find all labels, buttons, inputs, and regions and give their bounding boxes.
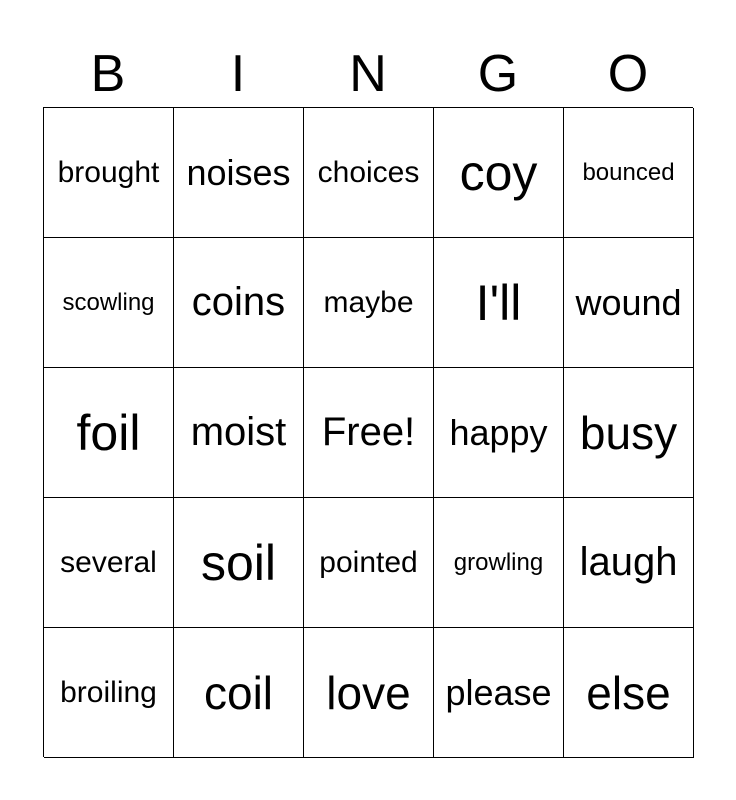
bingo-cell[interactable]: coil — [174, 628, 304, 758]
header-letter-b: B — [90, 45, 126, 103]
bingo-cell[interactable]: happy — [434, 368, 564, 498]
bingo-cell[interactable]: brought — [44, 108, 174, 238]
bingo-cell[interactable]: busy — [564, 368, 694, 498]
bingo-cell[interactable]: noises — [174, 108, 304, 238]
bingo-cell[interactable]: I'll — [434, 238, 564, 368]
bingo-cell[interactable]: choices — [304, 108, 434, 238]
header-letter-o: O — [607, 45, 649, 103]
header-letter-g: G — [477, 45, 519, 103]
bingo-cell[interactable]: coy — [434, 108, 564, 238]
bingo-cell[interactable]: wound — [564, 238, 694, 368]
header-letter-n: N — [349, 45, 387, 103]
bingo-card-grid — [43, 107, 693, 757]
bingo-cell[interactable]: else — [564, 628, 694, 758]
bingo-cell[interactable]: maybe — [304, 238, 434, 368]
bingo-cell[interactable]: please — [434, 628, 564, 758]
bingo-cell[interactable]: bounced — [564, 108, 694, 238]
free-space-cell[interactable]: Free! — [304, 368, 434, 498]
bingo-cell[interactable]: scowling — [44, 238, 174, 368]
bingo-cell[interactable]: soil — [174, 498, 304, 628]
bingo-cell[interactable]: laugh — [564, 498, 694, 628]
bingo-cell[interactable]: growling — [434, 498, 564, 628]
header-letter-i: I — [230, 45, 246, 103]
bingo-header — [43, 40, 693, 108]
bingo-cell[interactable]: coins — [174, 238, 304, 368]
bingo-cell[interactable]: love — [304, 628, 434, 758]
bingo-cell[interactable]: moist — [174, 368, 304, 498]
bingo-cell[interactable]: pointed — [304, 498, 434, 628]
bingo-cell[interactable]: broiling — [44, 628, 174, 758]
bingo-cell[interactable]: foil — [44, 368, 174, 498]
bingo-cell[interactable]: several — [44, 498, 174, 628]
